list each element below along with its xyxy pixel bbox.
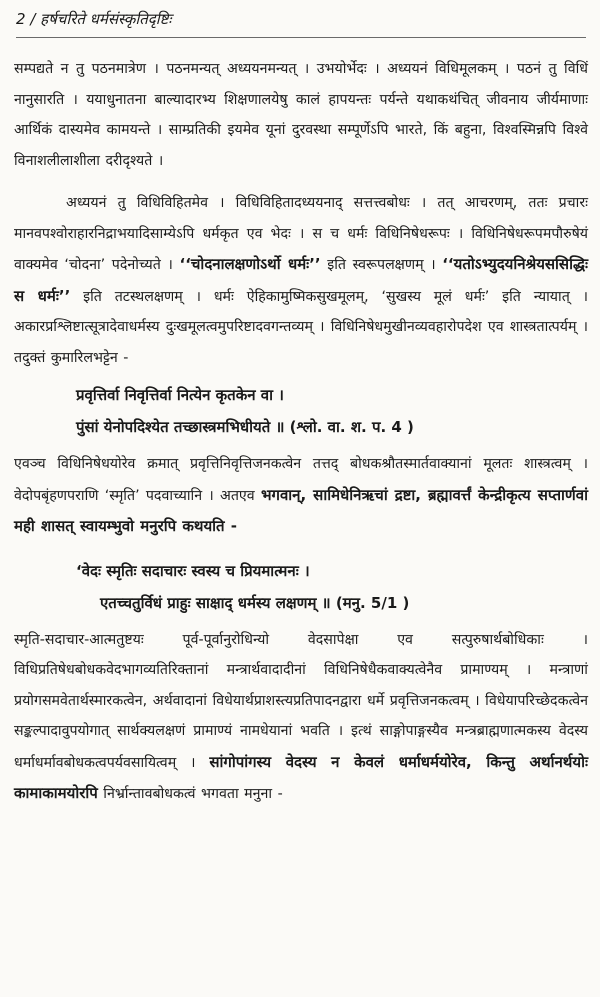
verse-2-line-2: एतच्चतुर्विधं प्राहुः साक्षाद् धर्मस्य लक्षणम् ॥ (मनु. 5/1 ) xyxy=(100,593,410,612)
paragraph-2 xyxy=(14,188,588,373)
running-header xyxy=(14,8,588,30)
paragraph-2-text-a: अध्ययनं तु विधिविहितमेव । विधिविहितादध्ययनाद् सत्तत्त्वबोधः । तत् आचरणम्, ततः प्रचारः मानवपश्वोराहारनिद्राभयादिसाम्येऽपि धर्मकृत एव भेदः । स च धर्मः विधिनिषेधरूपः । विधिनिषेधरूपमपौरुषेयं वाक्यमेव ‘चोदना’ पदेनोच्यते । xyxy=(14,195,588,273)
paragraph-3-bold: भगवान्, सामिधेनिऋचां द्रष्टा, ब्रह्मावर्त्तं केन्द्रीकृत्य सप्तार्णवां मही शासत् स्वायम्भुवो मनुरपि कथयति - xyxy=(14,485,588,535)
verse-1-line-1: प्रवृत्तिर्वा निवृत्तिर्वा नित्येन कृतकेन वा । xyxy=(76,386,284,404)
paragraph-3-text-a: एवञ्च विधिनिषेधयोरेव क्रमात् प्रवृत्तिनिवृत्तिजनकत्वेन तत्तद् बोधकश्रौतस्मार्तवाक्यानां मूलतः शास्त्रत्वम् । वेदोपबृंहणपराणि ‘स्मृति’ पदवाच्यानि । अतएव xyxy=(14,456,588,504)
paragraph-gap xyxy=(14,176,588,188)
paragraph-3 xyxy=(14,449,588,543)
paragraph-4 xyxy=(14,625,588,810)
paragraph-2-bold-a: ‘‘चोदनालक्षणोऽर्थो धर्मः’’ xyxy=(179,255,321,273)
paragraph-4-text-c: निर्भ्रान्तावबोधकत्वं भगवता मनुना - xyxy=(97,786,283,802)
verse-1-line-2: पुंसां येनोपदिश्येत तच्छास्त्रमभिधीयते ॥ (श्लो. वा. श. प. 4 ) xyxy=(76,418,414,436)
paragraph-4-bold: सांगोपांगस्य वेदस्य न केवलं धर्माधर्मयोरेव, किन्तु अर्थानर्थयोः कामाकामयोरपि xyxy=(14,752,588,802)
paragraph-1: सम्पद्यते न तु पठनमात्रेण । पठनमन्यत् अध्ययनमन्यत् । उभयोर्भेदः । अध्ययनं विधिमूलकम् । पठनं तु विधिं नानुसारति । ययाधुनातना बाल्यादारभ्य शिक्षणालयेषु कालं हापयन्तः पर्यन्ते यथाकथंचित् जीवनाय जीर्यमाणाः आर्थिकं दास्यमेव कामयन्ते । साम्प्रतिकी इयमेव यूनां दुरवस्था सम्पूर्णेऽपि भारते, किं बहुना, विश्वस्मिन्नपि विश्वे विनाशलीलाशीला दरीदृश्यते । xyxy=(14,61,588,169)
header-rule xyxy=(16,37,586,38)
verse-2-line-1: ‘वेदः स्मृतिः सदाचारः स्वस्य च प्रियमात्मनः । xyxy=(76,561,310,580)
page-number: 2 xyxy=(16,10,26,28)
verse-gap xyxy=(14,543,588,555)
paragraph-2-bold-b: ‘‘यतोऽभ्युदयनिश्रेयससिद्धिः स धर्मः’’ xyxy=(14,255,588,305)
header-separator: / xyxy=(30,10,41,28)
paragraph-4-text-a: स्मृति-सदाचार-आत्मतुष्टयः पूर्व-पूर्वानुरोधिन्यो वेदसापेक्षा एव सत्पुरुषार्थबोधिकाः । विधिप्रतिषेधबोधकवेदभागव्यतिरिक्तानां मन्त्रार्थवादादीनां विधिनिषेधैकवाक्यत्वेनैव प्रामाण्यम् । मन्त्राणां प्रयोगसमवेतार्थस्मारकत्वेन, अर्थवादानां विधेयार्थप्राशस्त्यप्रतिपादनद्वारा धर्मे प्रवृत्तिजनकत्वम् । विधेयापरिच्छेदकत्वेन सङ्कल्पादावुपयोगात् सार्थक्यलक्षणं प्रामाण्यं नामधेयानां भवति । इत्थं साङ्गोपाङ्गस्यैव मन्त्रब्राह्मणात्मकस्य वेदस्य धर्माधर्मावबोधकत्वपर्यवसायित्वम् । xyxy=(14,631,588,771)
running-title: हर्षचरिते धर्मसंस्कृतिदृष्टिः xyxy=(40,10,172,28)
paragraph-2-text-e: इति तटस्थलक्षणम् । धर्मः ऐहिकामुष्मिकसुखमूलम्, ‘सुखस्य मूलं धर्मः’ इति न्यायात् । अकारप्रश्लिष्टात्सूत्रादेवाधर्मस्य दुःखमूलत्वमुपरिष्टादवगन्तव्यम् । विधिनिषेधमुखीनव्यवहारोपदेश एव शास्त्रतात्पर्यम् । तदुक्तं कुमारिलभट्टेन - xyxy=(14,288,589,366)
paragraph-2-text-c: इति स्वरूपलक्षणम् । xyxy=(320,257,443,273)
